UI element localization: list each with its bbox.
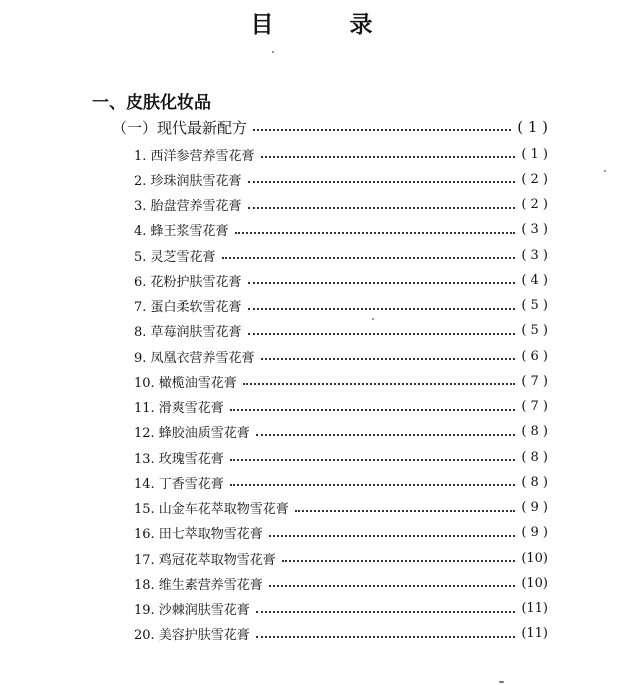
toc-item[interactable] [134, 496, 548, 520]
toc-item[interactable] [134, 470, 548, 494]
toc-item[interactable] [134, 142, 548, 166]
page-number: ( 5 ) [521, 323, 548, 339]
dot-leader [269, 585, 516, 587]
toc-item[interactable] [134, 167, 548, 191]
dot-leader [256, 636, 516, 638]
page-number: ( 1 ) [517, 118, 548, 136]
toc-item[interactable] [134, 193, 548, 217]
dot-leader [248, 333, 516, 335]
dot-leader [256, 611, 516, 613]
toc-item-title: 11. 滑爽雪花膏 [134, 401, 224, 416]
toc-item[interactable] [134, 294, 548, 318]
toc-item[interactable] [134, 622, 548, 646]
dot-leader [295, 510, 516, 512]
toc-item-title: 20. 美容护肤雪花膏 [134, 628, 250, 644]
toc-item-title: 3. 胎盘营养雪花膏 [134, 199, 242, 214]
toc-item[interactable] [134, 395, 548, 419]
toc-item-title: 15. 山金车花萃取物雪花膏 [134, 502, 289, 517]
toc-item[interactable] [134, 521, 548, 545]
dot-leader [269, 535, 516, 537]
toc-item-title: 2. 珍珠润肤雪花膏 [134, 173, 242, 189]
dot-leader [230, 459, 516, 461]
page-number: ( 7 ) [521, 399, 548, 414]
page-number: ( 9 ) [521, 525, 548, 541]
dot-leader [248, 181, 516, 183]
toc-item[interactable] [134, 369, 548, 393]
toc-item[interactable] [134, 243, 548, 267]
scan-speck [372, 318, 374, 320]
page-number: ( 6 ) [521, 348, 548, 364]
dot-leader [230, 409, 516, 411]
page-number: (10) [521, 550, 548, 566]
page-number: ( 2 ) [521, 197, 548, 212]
dot-leader [243, 383, 516, 385]
dot-leader [230, 484, 516, 486]
page-number: ( 9 ) [521, 500, 548, 515]
dot-leader [235, 232, 516, 234]
page-number: ( 8 ) [521, 424, 548, 440]
toc-item[interactable] [134, 319, 548, 343]
page-number: (10) [521, 575, 548, 591]
dot-leader [282, 560, 516, 562]
scan-speck [499, 681, 504, 683]
toc-item-title: 12. 蜂胶油质雪花膏 [134, 426, 250, 442]
dot-leader [248, 282, 516, 284]
toc-item-title: 5. 灵芝雪花膏 [134, 249, 216, 265]
scan-speck [604, 170, 606, 172]
toc-item[interactable] [134, 268, 548, 292]
toc-item[interactable] [134, 344, 548, 368]
dot-leader [248, 308, 516, 310]
toc-item-title: 9. 凤凰衣营养雪花膏 [134, 350, 255, 366]
dot-leader [261, 358, 516, 360]
page-number: ( 5 ) [521, 298, 548, 313]
toc-item-title: 17. 鸡冠花萃取物雪花膏 [134, 552, 276, 568]
page-number: ( 2 ) [521, 171, 548, 187]
toc-item-title: 10. 橄榄油雪花膏 [134, 375, 237, 391]
section-heading: 一、皮肤化妆品 [92, 93, 211, 113]
page-number: ( 7 ) [521, 373, 548, 389]
toc-item-title: 16. 田七萃取物雪花膏 [134, 527, 263, 543]
toc-item[interactable] [134, 546, 548, 570]
scan-speck [272, 51, 274, 53]
toc-item[interactable] [134, 420, 548, 444]
page-number: ( 8 ) [521, 474, 548, 490]
subsection-title: （一）现代最新配方 [112, 118, 248, 137]
page-number: (11) [521, 626, 548, 642]
page-title: 目 录 [250, 12, 407, 38]
toc-item-title: 14. 丁香雪花膏 [134, 476, 224, 492]
dot-leader [253, 129, 511, 131]
toc-item-title: 6. 花粉护肤雪花膏 [134, 274, 242, 290]
toc-item-title: 8. 草莓润肤雪花膏 [134, 325, 242, 341]
toc-subsection-entry[interactable] [112, 115, 548, 139]
toc-item-title: 1. 西洋参营养雪花膏 [134, 148, 255, 164]
page-number: ( 3 ) [521, 247, 548, 263]
dot-leader [256, 434, 516, 436]
page-number: ( 1 ) [521, 146, 548, 162]
dot-leader [222, 257, 516, 259]
page-number: ( 3 ) [521, 222, 548, 238]
toc-item-title: 19. 沙棘润肤雪花膏 [134, 603, 250, 618]
toc-item[interactable] [134, 445, 548, 469]
dot-leader [248, 207, 516, 209]
page-number: (11) [521, 601, 548, 616]
toc-item-title: 7. 蛋白柔软雪花膏 [134, 300, 242, 315]
toc-item[interactable] [134, 571, 548, 595]
toc-item[interactable] [134, 597, 548, 621]
toc-item-title: 13. 玫瑰雪花膏 [134, 451, 224, 467]
dot-leader [261, 156, 516, 158]
toc-item-title: 4. 蜂王浆雪花膏 [134, 224, 229, 240]
page-number: ( 8 ) [521, 449, 548, 465]
toc-item-title: 18. 维生素营养雪花膏 [134, 577, 263, 593]
page-number: ( 4 ) [521, 272, 548, 288]
toc-item[interactable] [134, 218, 548, 242]
